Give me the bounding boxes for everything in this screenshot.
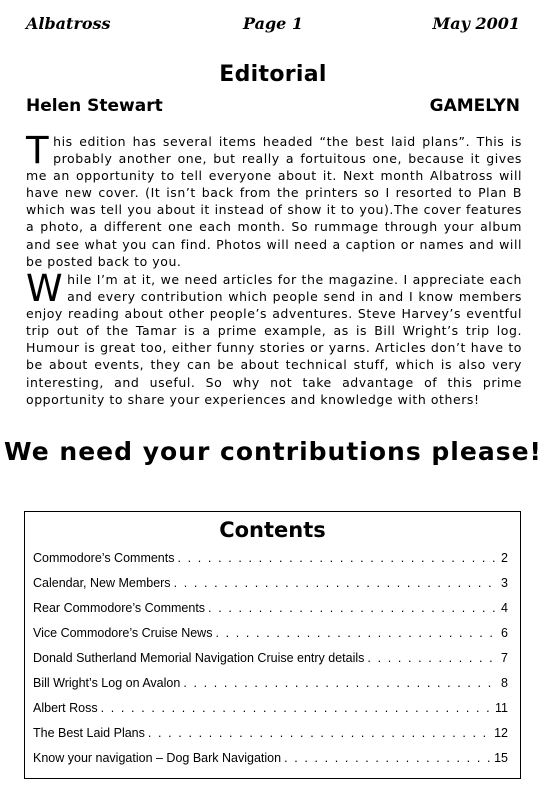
leader-dots	[208, 601, 498, 615]
contents-item-page: 11	[495, 701, 508, 715]
contents-title: Contents	[219, 518, 326, 542]
contents-item[interactable]	[33, 601, 508, 626]
leader-dots	[174, 576, 498, 590]
contents-item[interactable]	[33, 701, 508, 726]
running-header	[26, 14, 520, 38]
leader-dots	[148, 726, 491, 740]
editorial-paragraph-1	[26, 129, 522, 270]
contents-item[interactable]	[33, 576, 508, 601]
contents-item[interactable]	[33, 626, 508, 651]
contents-box	[24, 511, 521, 779]
contents-item-page: 8	[501, 676, 508, 690]
contents-item-title: Know your navigation – Dog Bark Navigation	[33, 751, 282, 765]
editorial-title: Editorial	[219, 62, 327, 87]
leader-dots	[183, 676, 498, 690]
contents-item-page: 12	[494, 726, 508, 740]
boat-name: GAMELYN	[429, 96, 520, 116]
issue-date: May 2001	[432, 14, 520, 33]
paragraph-text: hile I’m at it, we need articles for the magazine. I appreciate each and every contribution which people send in and I know members enjoy reading about other people’s adventures. Steve Harvey’s eventful trip out of the Tamar is a prime example, as is Bill Wright’s trip log. Humour is great too, either funny stories or yarns. Articles don’t have to be about events, they can be about technical stuff, which is also very interesting, and useful. So why not take advantage of this prime opportunity to share your experiences and knowledge with others!	[26, 272, 522, 407]
contributions-callout: We need your contributions please!	[4, 437, 542, 466]
drop-cap: T	[26, 129, 50, 172]
contents-item[interactable]	[33, 651, 508, 676]
contents-item-page: 3	[501, 576, 508, 590]
contents-item-title: Commodore’s Comments	[33, 551, 175, 565]
leader-dots	[367, 651, 498, 665]
contents-item-title: Donald Sutherland Memorial Navigation Cruise entry details	[33, 651, 365, 665]
contents-item-page: 6	[501, 626, 508, 640]
contents-item-title: Bill Wright’s Log on Avalon	[33, 676, 181, 690]
contents-item-page: 4	[501, 601, 508, 615]
leader-dots	[177, 551, 498, 565]
contents-item-title: The Best Laid Plans	[33, 726, 145, 740]
contents-item-title: Rear Commodore’s Comments	[33, 601, 206, 615]
leader-dots	[101, 701, 492, 715]
contents-item[interactable]	[33, 751, 508, 776]
contents-item[interactable]	[33, 551, 508, 576]
contents-item-page: 7	[501, 651, 508, 665]
publication-name: Albatross	[26, 14, 111, 33]
drop-cap: W	[26, 267, 64, 310]
contents-item[interactable]	[33, 676, 508, 701]
page-number: Page 1	[242, 14, 304, 33]
contents-item-title: Calendar, New Members	[33, 576, 171, 590]
leader-dots	[215, 626, 498, 640]
contents-item-page: 2	[501, 551, 508, 565]
contents-item-title: Albert Ross	[33, 701, 98, 715]
editorial-paragraph-2	[26, 267, 522, 408]
paragraph-text: his edition has several items headed “the best laid plans”. This is probably another one, but really a fortuitous one, because it gives me an opportunity to tell everyone about it. Next month Albatross will have new cover. (It isn’t back from the printers so I resorted to Plan B which was tell you about it instead of show it to you).The cover features a photo, a different one each month. So rummage through your album and see what you can find. Photos will need a caption or names and will be posted back to you.	[26, 134, 522, 269]
leader-dots	[284, 751, 491, 765]
author-name: Helen Stewart	[26, 96, 163, 116]
byline	[26, 96, 520, 120]
contents-list	[33, 551, 508, 776]
contents-item-page: 15	[494, 751, 508, 765]
contents-item[interactable]	[33, 726, 508, 751]
contents-item-title: Vice Commodore’s Cruise News	[33, 626, 213, 640]
